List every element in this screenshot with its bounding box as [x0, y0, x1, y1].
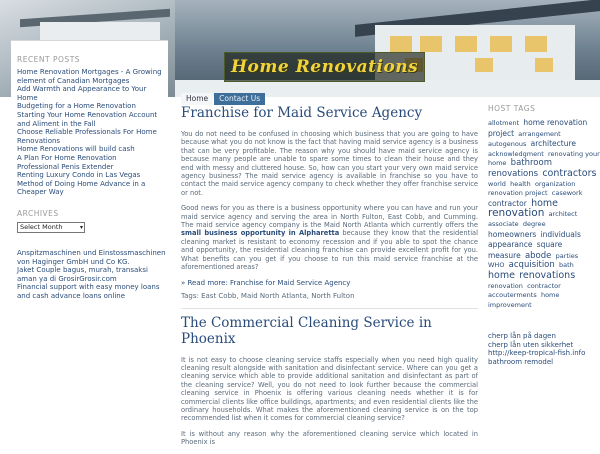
tag-cloud-link[interactable]: architect	[548, 210, 578, 219]
right-links	[488, 332, 600, 366]
tag-cloud-link[interactable]: improvement	[488, 300, 532, 309]
sidebar-link[interactable]: cherp lån på dagen	[488, 332, 556, 341]
tag-cloud-link[interactable]: associate	[488, 219, 519, 228]
tag-cloud-link[interactable]: appearance	[488, 240, 533, 250]
blogroll-links	[11, 249, 168, 301]
recent-post-link[interactable]: Professional Penis Extender	[17, 162, 114, 171]
tag-cloud-link[interactable]: renovation project	[488, 189, 548, 198]
main-nav	[181, 86, 266, 103]
recent-post-link[interactable]: Home Renovation Mortgages - A Growing element of Canadian Mortgages	[17, 68, 162, 85]
tag-cloud-link[interactable]: accouterments	[488, 291, 537, 300]
right-sidebar	[488, 100, 600, 367]
recent-posts-list	[11, 68, 168, 197]
sidebar-link[interactable]: http://keep-tropical-fish.info	[488, 349, 586, 358]
blogroll-link[interactable]: Financial support with easy money loans and cash advance loans online	[17, 283, 160, 300]
tag-cloud-link[interactable]: homeowners	[488, 229, 537, 239]
tag-cloud-link[interactable]: renovations	[488, 168, 539, 179]
tag-cloud-link[interactable]: casework	[551, 189, 583, 198]
post-paragraph: You do not need to be confused in choosing which business that you are going to have because what you do not know is the fact that having maid service agency is a business that can be very profitable. The reason why you should have maid service agency is because many people are unable to spare some times to clean their house and they end with messy and cluttered house. So, how can you start your very own maid service agency business? The maid service agency is available in franchise so you have to contact the maid service agency company to check whether they offer franchise service or not.	[181, 130, 478, 197]
sidebar-link[interactable]: bathroom remodel	[488, 358, 554, 367]
tag-cloud-link[interactable]: arrangement	[518, 129, 561, 138]
tag-cloud-link[interactable]: acknowledgment	[488, 149, 544, 158]
tag-cloud-link[interactable]: parties	[555, 251, 579, 260]
tag-cloud-link[interactable]: world	[488, 179, 506, 188]
recent-post-link[interactable]: Home Renovations will build cash	[17, 145, 135, 154]
tab-contact-us[interactable]: Contact Us	[214, 93, 265, 105]
tag-cloud-link[interactable]: renovation	[488, 281, 523, 290]
tab-home[interactable]: Home	[181, 93, 213, 105]
tag-cloud-link[interactable]: home renovation project	[488, 118, 588, 138]
read-more-link[interactable]: » Read more: Franchise for Maid Service Agency	[181, 278, 351, 287]
tag-cloud-link[interactable]: renovating your home	[488, 149, 600, 168]
tag-cloud-link[interactable]: bath	[559, 261, 574, 270]
recent-post-link[interactable]: Add Warmth and Appearance to Your Home	[17, 85, 147, 102]
header-photo-house	[175, 0, 600, 97]
post-paragraph: It is without any reason why the aforementioned cleaning service which located in Phoenix is	[181, 429, 478, 447]
tag-cloud-link[interactable]: autogenous	[488, 140, 527, 149]
tag-cloud-link[interactable]: measure	[488, 250, 521, 260]
sidebar-link[interactable]: cherp lån uten sikkerhet	[488, 340, 574, 349]
tag-cloud-link[interactable]: degree	[522, 219, 546, 228]
recent-post-link[interactable]: A Plan For Home Renovation	[17, 153, 117, 162]
archives-heading: ARCHIVES	[17, 208, 59, 218]
tag-cloud-link[interactable]: contractors	[542, 167, 597, 179]
left-sidebar	[11, 40, 168, 401]
tag-cloud-link[interactable]: acquisition	[508, 260, 555, 271]
tag-cloud-link[interactable]: home	[488, 269, 515, 281]
tag-cloud-link[interactable]: contractor	[488, 198, 527, 208]
tag-cloud-link[interactable]: WHO	[488, 261, 505, 270]
chevron-down-icon: ▾	[79, 223, 83, 231]
tag-cloud-link[interactable]: contractor	[527, 281, 561, 290]
post-title[interactable]: The Commercial Cleaning Service in Phoenix	[181, 314, 432, 347]
tag-cloud-link[interactable]: renovation	[488, 207, 545, 220]
post-paragraph: Good news for you as there is a business opportunity where you can have and run your maid service agency and serving the area in North Fulton, East Cobb, and Cumming. The maid service agency company is the Maid North Atlanta which currently offers the small business opportunity in Alpharetta because they know that the residential cleaning market is resistant to economy recession and if you able to spot the chance and opportunity, the residential cleaning franchise can provide excellent profit for you. What benefits can you get if you choose to run this maid service franchise at the aforementioned areas?	[181, 204, 479, 272]
tag-cloud-link[interactable]: home	[531, 197, 558, 209]
tag-cloud-link[interactable]: square	[536, 240, 563, 250]
tag-cloud-link[interactable]: abode	[524, 250, 552, 261]
post-bold-link[interactable]: small business opportunity in Alpharetta	[181, 229, 340, 238]
archives-select[interactable]	[17, 222, 85, 233]
post-tags: Tags: East Cobb, Maid North Atlanta, North Fulton	[181, 291, 355, 300]
main-content	[181, 100, 478, 454]
site-logo[interactable]: Home Renovations	[224, 52, 425, 82]
post-divider	[181, 308, 478, 309]
recent-post-link[interactable]: Renting Luxury Condo in Las Vegas	[17, 171, 141, 180]
tag-cloud-link[interactable]: organization	[534, 179, 576, 188]
recent-post-link[interactable]: Choose Reliable Professionals For Home Renovations	[17, 128, 157, 145]
tag-cloud-link[interactable]: allotment	[488, 119, 520, 127]
tag-cloud-link[interactable]: home	[540, 291, 560, 300]
recent-post-link[interactable]: Method of Doing Home Advance in a Cheaper Way	[17, 179, 146, 197]
recent-post-link[interactable]: Starting Your Home Renovation Account and Aliment in the Fall	[17, 110, 158, 128]
post-paragraph: It is not easy to choose cleaning service staffs especially when you need high quality cleaning result alongside with sanitation and disinfectant service. Where can you get a cleaning service which able to provide additional sanitation and disinfectant as part of the cleaning service? Well, you do not need to look further because the commercial cleaning service in Phoenix is offering various cleaning needs whether it is for commercial clients like office buildings, apartments; and even residential clients like the ordinary households. What makes the aforementioned cleaning service is on the top recommended list when it comes for commercial cleaning service?	[181, 355, 478, 423]
archives-select-value: Select Month	[20, 222, 63, 231]
recent-post-link[interactable]: Budgeting for a Home Renovation	[17, 102, 136, 111]
tag-cloud-link[interactable]: renovations	[519, 269, 576, 281]
tag-cloud	[488, 118, 600, 310]
tag-cloud-link[interactable]: health	[510, 179, 531, 188]
host-tags-heading: HOST TAGS	[488, 104, 536, 113]
tag-cloud-link[interactable]: individuals	[540, 229, 581, 239]
tag-cloud-link[interactable]: bathroom	[510, 158, 552, 169]
tag-cloud-link[interactable]: architecture	[530, 139, 576, 149]
blogroll-link[interactable]: Jaket Couple bagus, murah, transaksi aman ya di GrosirGrosir.com	[17, 266, 148, 283]
blogroll-link[interactable]: Anspitzmaschinen und Einstossmaschinen von Haginger GmbH und Co KG.	[17, 248, 166, 266]
post-title[interactable]: Franchise for Maid Service Agency	[181, 105, 423, 121]
recent-posts-heading: RECENT POSTS	[17, 55, 81, 64]
